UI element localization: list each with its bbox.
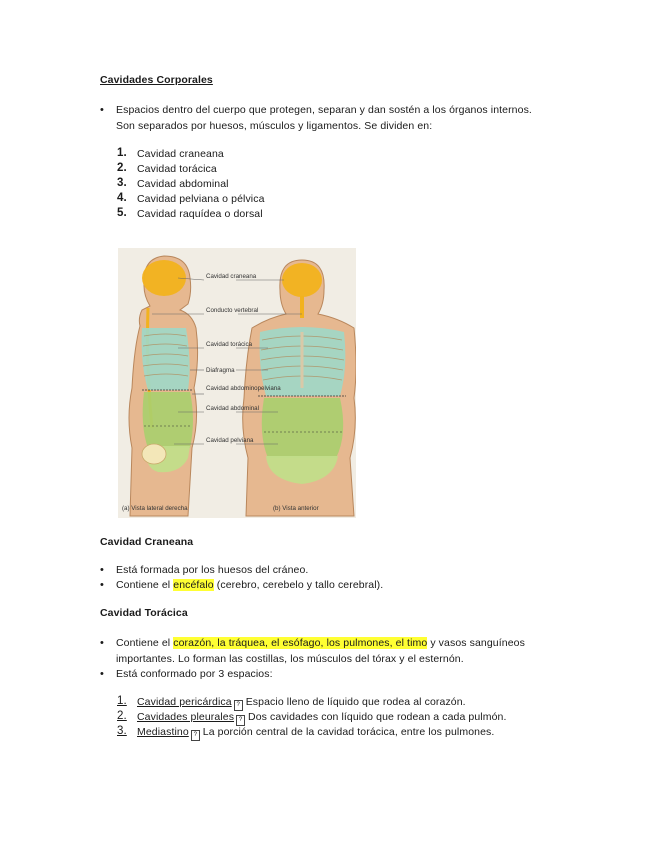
list-item: [117, 192, 265, 205]
lateral-view-figure: [129, 256, 198, 516]
space-name: Mediastino: [137, 726, 189, 738]
section-heading-toracica: Cavidad Torácica: [100, 607, 188, 619]
text-segment: Contiene el: [116, 637, 174, 649]
highlighted-text: corazón, la tráquea, el esófago, los pulmones, el timo: [173, 637, 428, 649]
caption-lateral: (a) Vista lateral derecha: [122, 505, 188, 512]
list-number: 4.: [117, 192, 127, 204]
toracica-bullet-1: [116, 637, 525, 649]
list-label: Cavidad raquídea o dorsal: [137, 208, 263, 220]
list-label: Cavidad torácica: [137, 163, 217, 175]
intro-line-2: Son separados por huesos, músculos y ligamentos. Se dividen en:: [116, 120, 433, 132]
label-cavidad: Cavidad pelviana: [206, 437, 254, 444]
list-item: [117, 725, 495, 741]
caption-anterior: (b) Vista anterior: [273, 505, 319, 512]
space-description: Espacio lleno de líquido que rodea al corazón.: [245, 696, 466, 708]
space-description: La porción central de la cavidad torácica, entre los pulmones.: [202, 726, 495, 738]
label-cavidad: Cavidad abdominopelviana: [206, 385, 281, 392]
craneana-bullet-2: [116, 579, 383, 591]
missing-glyph-icon: ?: [191, 730, 200, 741]
section-heading-craneana: Cavidad Craneana: [100, 536, 194, 548]
toracica-bullet-1-line-2: importantes. Lo forman las costillas, los músculos del tórax y el esternón.: [116, 653, 464, 665]
text-segment: (cerebro, cerebelo y tallo cerebral).: [213, 579, 384, 591]
list-label: Cavidad abdominal: [137, 178, 229, 190]
missing-glyph-icon: ?: [236, 715, 245, 726]
label-diafragma: Diafragma: [206, 367, 235, 374]
list-item: [117, 695, 466, 711]
toracica-bullet-2: • Está conformado por 3 espacios:: [116, 668, 273, 680]
body-cavities-figure: [118, 248, 356, 518]
label-conducto: Conducto vertebral: [206, 307, 259, 314]
list-item: [117, 177, 229, 190]
list-number: 1.: [117, 695, 127, 707]
highlighted-text: encéfalo: [173, 579, 214, 591]
list-number: 3.: [117, 725, 127, 737]
list-label: Cavidad craneana: [137, 148, 224, 160]
list-number: 2.: [117, 162, 127, 174]
list-item: [117, 147, 224, 160]
list-label: Cavidad pelviana o pélvica: [137, 193, 265, 205]
list-number: 2.: [117, 710, 127, 722]
missing-glyph-icon: ?: [234, 700, 243, 711]
body-cavities-illustration: [118, 248, 356, 518]
space-description: Dos cavidades con líquido que rodean a cada pulmón.: [248, 711, 507, 723]
text-segment: Contiene el: [116, 579, 174, 591]
list-item: [117, 710, 507, 726]
label-cavidad: Cavidad torácica: [206, 341, 253, 348]
label-cavidad: Cavidad craneana: [206, 273, 257, 280]
intro-line-1: • Espacios dentro del cuerpo que protegen, separan y dan sostén a los órganos internos.: [116, 104, 532, 116]
list-number: 1.: [117, 147, 127, 159]
text-segment: y vasos sanguíneos: [427, 637, 525, 649]
list-number: 5.: [117, 207, 127, 219]
list-item: [117, 207, 263, 220]
label-cavidad: Cavidad abdominal: [206, 405, 259, 412]
space-name: Cavidad pericárdica: [137, 696, 232, 708]
list-number: 3.: [117, 177, 127, 189]
page-title: Cavidades Corporales: [100, 74, 213, 86]
list-item: [117, 162, 217, 175]
craneana-bullet-1: • Está formada por los huesos del cráneo.: [116, 564, 308, 576]
space-name: Cavidades pleurales: [137, 711, 235, 723]
